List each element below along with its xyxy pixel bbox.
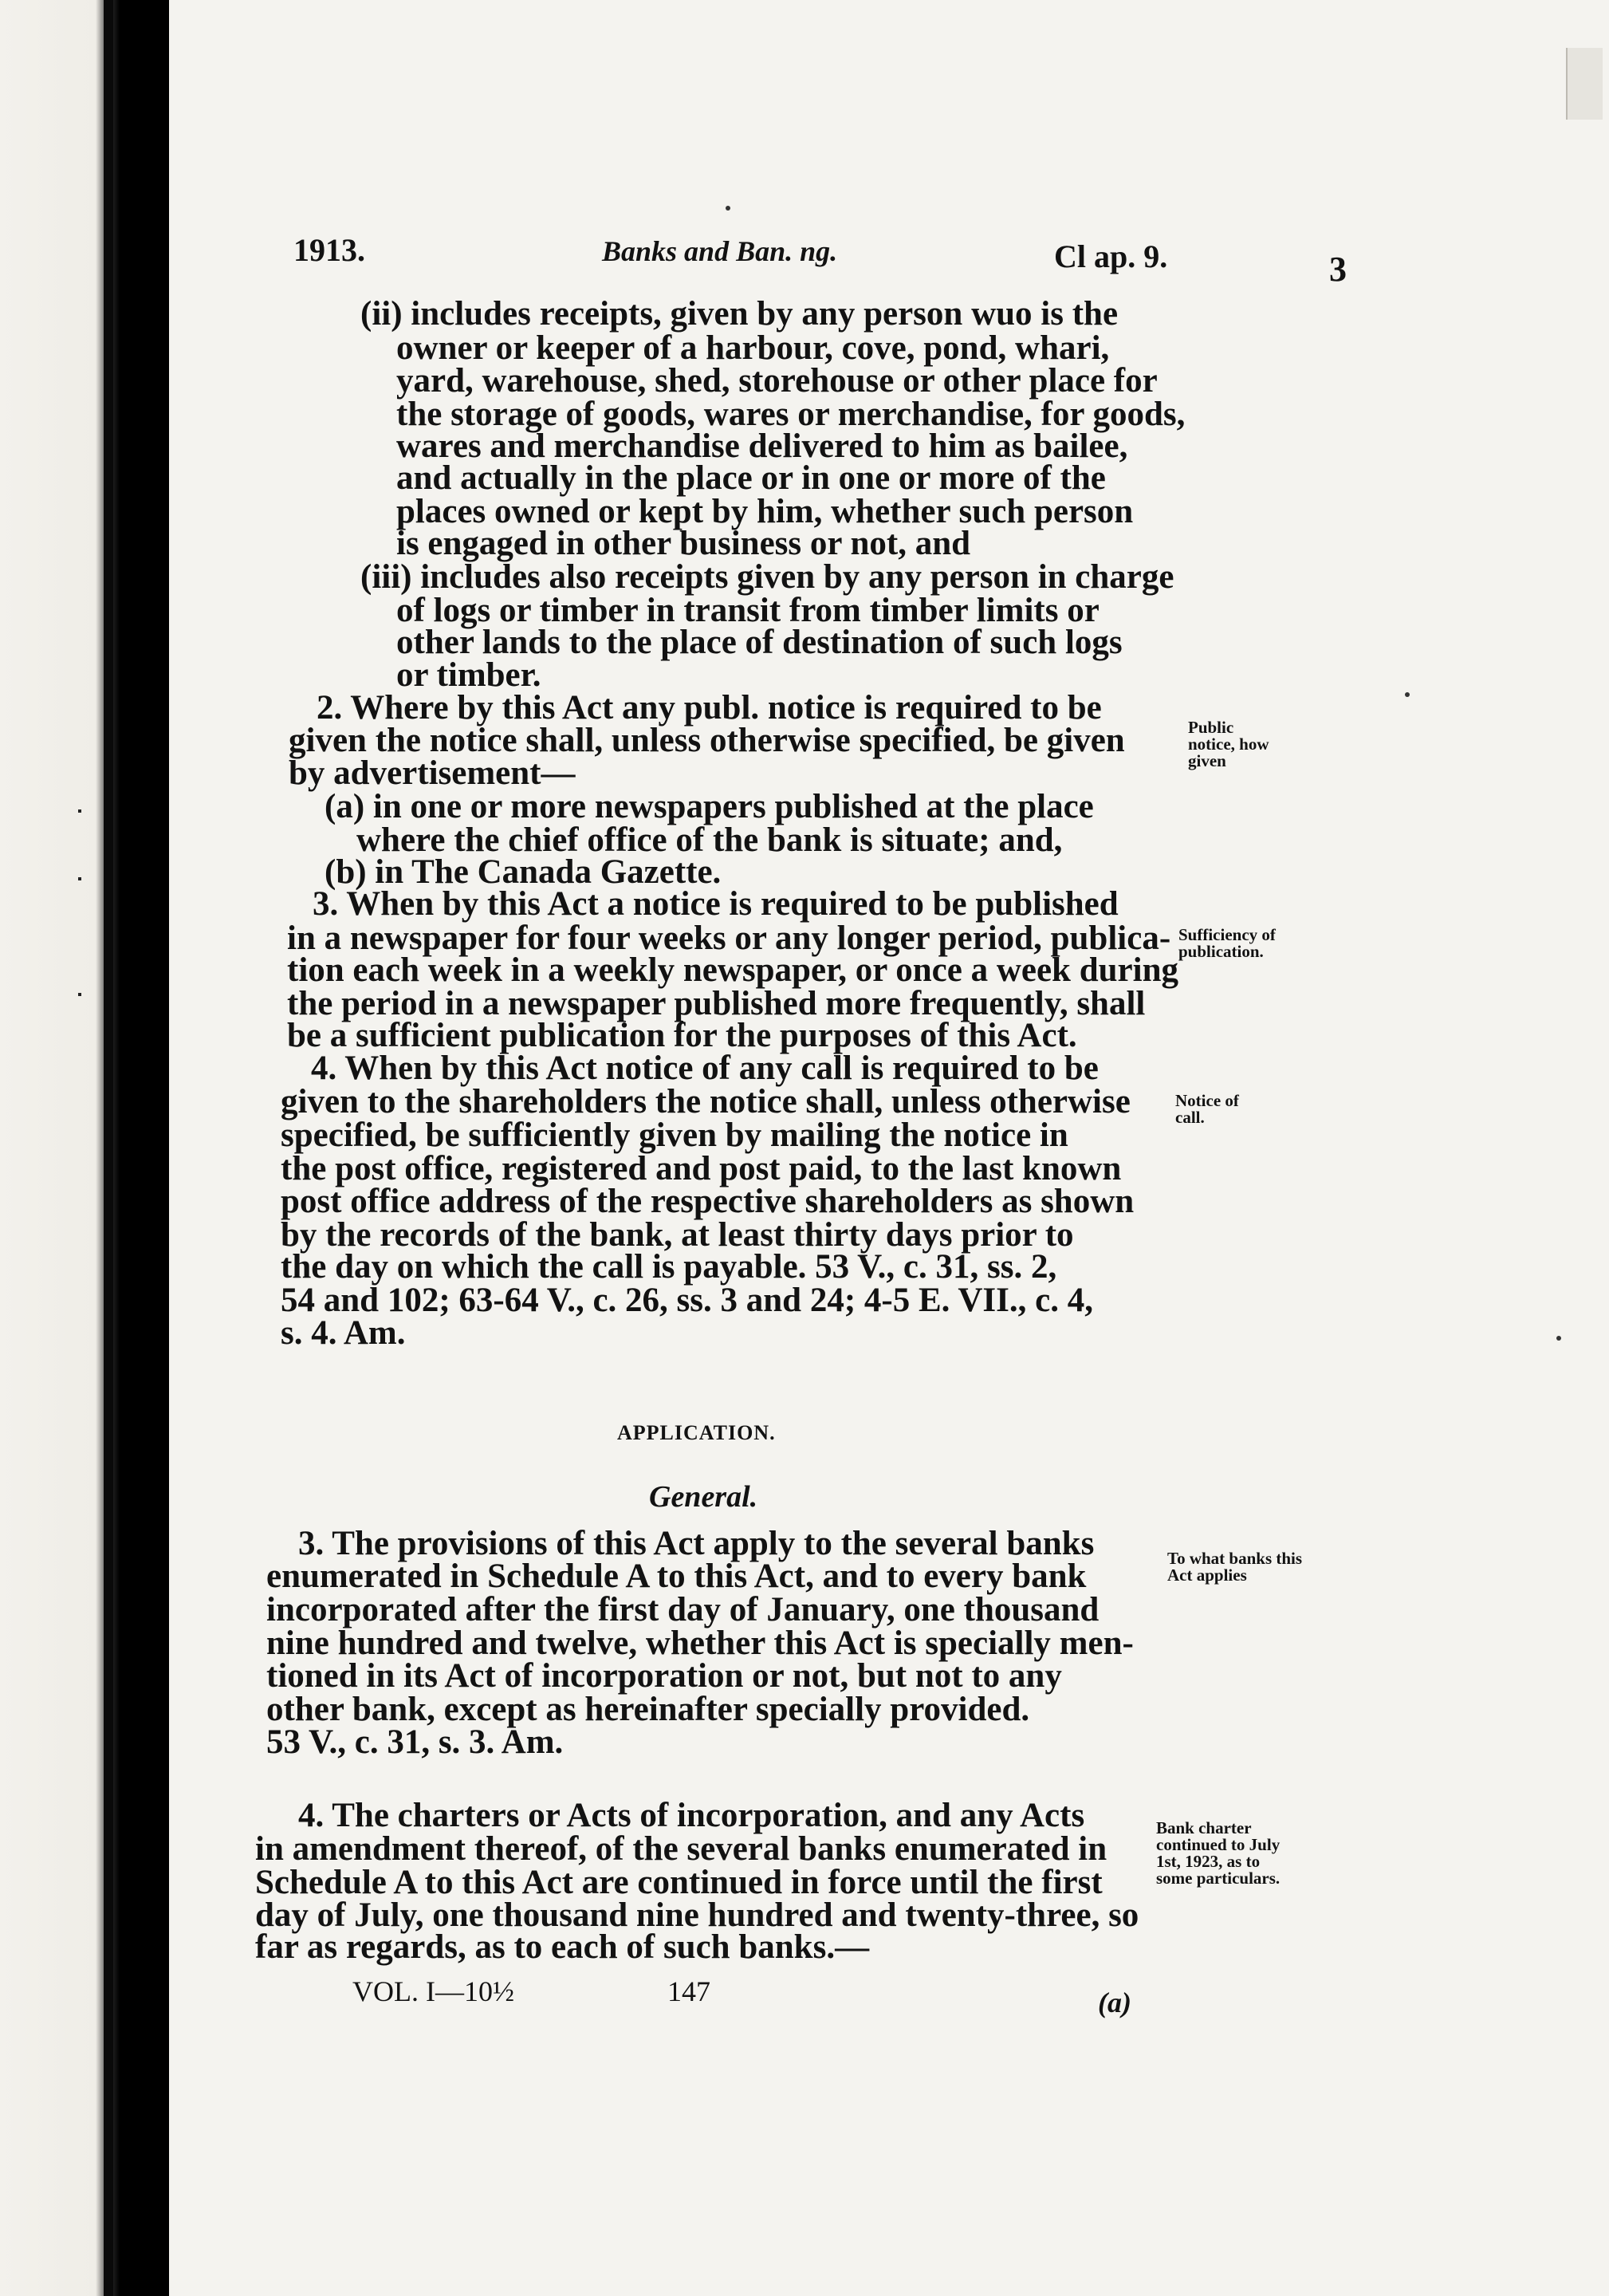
text-line: places owned or kept by him, whether such person [396, 493, 1134, 530]
facing-page-speck [78, 993, 81, 996]
text-line: the day on which the call is payable. 53 V., c. 31, ss. 2, [281, 1248, 1057, 1286]
footer-folio: 147 [667, 1975, 710, 2007]
running-head-chapter: Cl ap. 9. [1054, 238, 1168, 274]
margin-note-public-notice: Public notice, how given [1188, 718, 1269, 770]
text-line: tioned in its Act of incorporation or not, but not to any [266, 1657, 1062, 1695]
text-line: 4. When by this Act notice of any call is required to be [311, 1050, 1099, 1087]
text-line: 54 and 102; 63-64 V., c. 26, ss. 3 and 24; 4-5 E. VII., c. 4, [281, 1282, 1093, 1319]
footer-catchword: (a) [1098, 1987, 1131, 2018]
text-line: incorporated after the first day of January, one thousand [266, 1591, 1100, 1628]
margin-note-notice-of-call: Notice of call. [1175, 1091, 1239, 1127]
text-line: (b) in The Canada Gazette. [325, 853, 722, 891]
running-head-year: 1913. [293, 232, 365, 268]
facing-page-edge [0, 0, 120, 2296]
book-page [169, 0, 1609, 2296]
text-line: other bank, except as hereinafter specially provided. [266, 1691, 1030, 1728]
section-heading: APPLICATION. [617, 1421, 776, 1444]
text-line: s. 4. Am. [281, 1314, 406, 1352]
text-line: the storage of goods, wares or merchandise, for goods, [396, 396, 1186, 433]
text-line: is engaged in other business or not, and [396, 525, 971, 562]
text-line: (a) in one or more newspapers published at the place [325, 788, 1094, 825]
text-line: 4. The charters or Acts of incorporation, and any Acts [298, 1797, 1085, 1834]
text-line: 3. When by this Act a notice is required to be published [313, 885, 1119, 923]
text-line: post office address of the respective shareholders as shown [281, 1183, 1135, 1220]
text-line: Schedule A to this Act are continued in force until the first [255, 1864, 1103, 1901]
text-line: in a newspaper for four weeks or any longer period, publica- [287, 920, 1171, 957]
facing-page-speck [78, 809, 81, 813]
page-number: 3 [1329, 250, 1347, 289]
text-line: be a sufficient publication for the purposes of this Act. [287, 1017, 1077, 1054]
text-line: and actually in the place or in one or more of the [396, 459, 1106, 497]
page-corner-tear [1566, 48, 1603, 120]
ink-speck [1405, 692, 1410, 697]
text-line: owner or keeper of a harbour, cove, pond, whari, [396, 329, 1110, 367]
ink-speck [726, 206, 730, 211]
text-line: (iii) includes also receipts given by any person in charge [360, 558, 1174, 596]
text-line: 53 V., c. 31, s. 3. Am. [266, 1723, 564, 1761]
text-line: or timber. [396, 656, 541, 694]
text-line: given the notice shall, unless otherwise specified, be given [289, 722, 1125, 759]
margin-note-bank-charter: Bank charter continued to July 1st, 1923, as to some particulars. [1156, 1818, 1281, 1888]
margin-note-application: To what banks this Act applies [1167, 1549, 1303, 1585]
facing-page-speck [78, 877, 81, 880]
running-head-title: Banks and Ban. ng. [602, 235, 838, 267]
text-line: in amendment thereof, of the several banks enumerated in [255, 1830, 1107, 1868]
ink-speck [1556, 1336, 1561, 1341]
text-line: yard, warehouse, shed, storehouse or other place for [396, 362, 1158, 400]
text-line: far as regards, as to each of such banks.— [255, 1928, 870, 1966]
text-line: by the records of the bank, at least thirty days prior to [281, 1216, 1074, 1254]
text-line: given to the shareholders the notice shall, unless otherwise [281, 1083, 1131, 1120]
text-line: wares and merchandise delivered to him as bailee, [396, 427, 1128, 465]
text-line: the period in a newspaper published more frequently, shall [287, 985, 1146, 1022]
footer-volume: VOL. I—10½ [352, 1975, 514, 2007]
text-line: by advertisement— [289, 754, 576, 792]
text-line: day of July, one thousand nine hundred and twenty-three, so [255, 1896, 1139, 1934]
page-gutter-shadow [104, 0, 113, 2296]
text-line: the post office, registered and post paid, to the last known [281, 1150, 1122, 1187]
text-line: 2. Where by this Act any publ. notice is required to be [317, 689, 1102, 727]
text-line: enumerated in Schedule A to this Act, and to every bank [266, 1558, 1087, 1595]
text-line: specified, be sufficiently given by mailing the notice in [281, 1116, 1068, 1154]
text-line: where the chief office of the bank is situate; and, [356, 821, 1063, 859]
text-line: other lands to the place of destination of such logs [396, 624, 1123, 661]
text-line: of logs or timber in transit from timber limits or [396, 592, 1100, 629]
text-line: nine hundred and twelve, whether this Act is specially men- [266, 1625, 1134, 1662]
subheading: General. [649, 1480, 758, 1514]
text-line: 3. The provisions of this Act apply to the several banks [298, 1525, 1095, 1562]
margin-note-sufficiency: Sufficiency of publication. [1178, 925, 1276, 961]
text-line: tion each week in a weekly newspaper, or once a week during [287, 951, 1178, 989]
text-line: (ii) includes receipts, given by any person wuo is the [360, 295, 1119, 333]
